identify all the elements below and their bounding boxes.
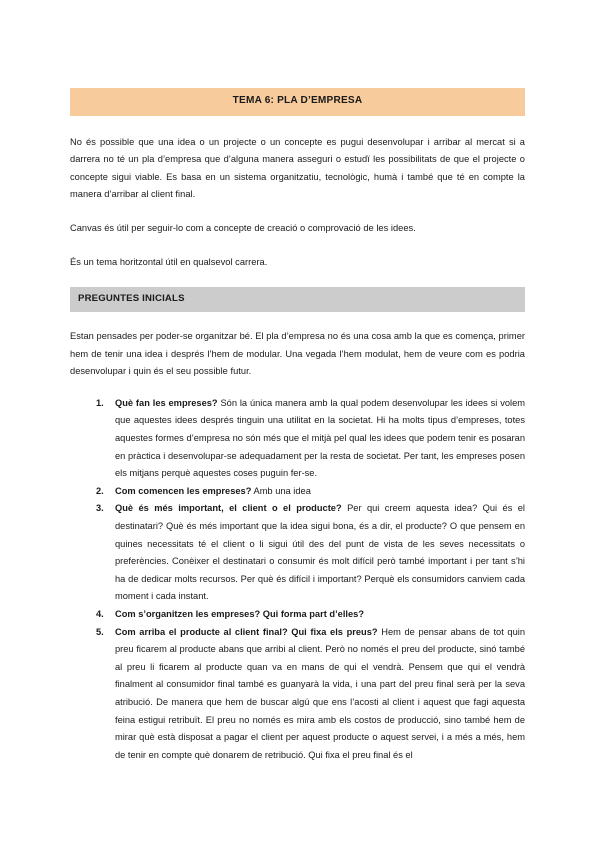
spacer xyxy=(70,312,525,328)
intro-paragraph-3: És un tema horitzontal útil en qualsevol carrera. xyxy=(70,256,268,267)
intro-paragraph-1: No és possible que una idea o un projecte o un concepte es pugui desenvolupar i arribar al mercat si a darrera no té un pla d’empresa que d’alguna manera asseguri o estudï les possibilitats de que el projecte o concepte sigui viable. Es basa en un sistema organitzatiu, tecnològic, humà i també que té en compte la manera d’arribar al client final. xyxy=(70,136,525,200)
question-lead: Com s’organitzen les empreses? Qui forma part d’elles? xyxy=(115,609,365,619)
document-title-banner: TEMA 6: PLA D’EMPRESA xyxy=(70,88,525,116)
question-body: Amb una idea xyxy=(251,485,311,496)
spacer xyxy=(70,238,525,254)
list-item xyxy=(70,624,525,765)
intro-paragraph-2: Canvas és útil per seguir-lo com a concepte de creació o comprovació de les idees. xyxy=(70,223,416,233)
list-item xyxy=(70,483,525,501)
question-body: Hem de pensar abans de tot quin preu ficarem al producte abans que arribi al client. Però no només el preu del producte, sinó també al preu li ficarem al producte quan va en mans de qui el vendrà. Pensem que qui el vendrà finalment al consumidor final també es guanyarà la vida, i una part del preu final serà per la seva atribució. De manera que hem de buscar algú que ens l’acosti al client i aquest que fagi aquesta feina estigui retribuït. El preu no només es mira amb els costos de producció, sino també hem de mirar què està disposat a pagar el client per aquest producte o aquest servei, i a més a més, hem de tenir en compte què donarem de retribució. Qui fixa el preu final és el xyxy=(115,626,525,760)
question-lead: Què fan les empreses? xyxy=(115,397,218,408)
list-item xyxy=(70,606,525,624)
question-lead: Com comencen les empreses? xyxy=(115,485,252,496)
list-item xyxy=(70,395,525,483)
question-body: Per qui creem aquesta idea? Qui és el destinatari? Què és més important que la idea sigui bona, és a dir, el producte? O que pensem en quines necessitats té el client o li sigui útil des del punt de vista de les seves necessitats o preferències. Conèixer el destinatari o consumir és molt difícil però també important i per tant s’hi ha de dedicar molts recursos. Per què és difícil i important? Perquè els consumidors canviem cada moment i cada instant. xyxy=(115,503,525,602)
section-intro-paragraph: Estan pensades per poder-se organitzar bé. El pla d’empresa no és una cosa amb la que es comença, primer hem de tenir una idea i després l’hem de modular. Una vegada l’hem modulat, hem de veure com es podria desenvolupar i quin és el seu possible futur. xyxy=(70,331,525,377)
section-heading-preguntes-inicials: PREGUNTES INICIALS xyxy=(70,287,525,312)
question-lead: Com arriba el producte al client final? Qui fixa els preus? xyxy=(115,626,378,637)
list-item xyxy=(70,500,525,606)
questions-list xyxy=(70,395,525,764)
question-body: Són la única manera amb la qual podem desenvolupar les idees si volem que aquestes idees després tinguin una utilitat en la societat. Hi ha molts tipus d’empreses, totes aquestes formes d’empresa no són més que el mitjà pel qual les idees que podem tenir es posaran en pràctica i desenvolupar-se adequadament per la resta de societat. Per tant, les empreses posen els mitjans perquè aquestes coses puguin fer-se. xyxy=(115,397,525,479)
spacer xyxy=(70,381,525,395)
spacer xyxy=(70,116,525,134)
spacer xyxy=(70,204,525,220)
spacer xyxy=(70,271,525,287)
question-lead: Què és més important, el client o el producte? xyxy=(115,503,342,514)
